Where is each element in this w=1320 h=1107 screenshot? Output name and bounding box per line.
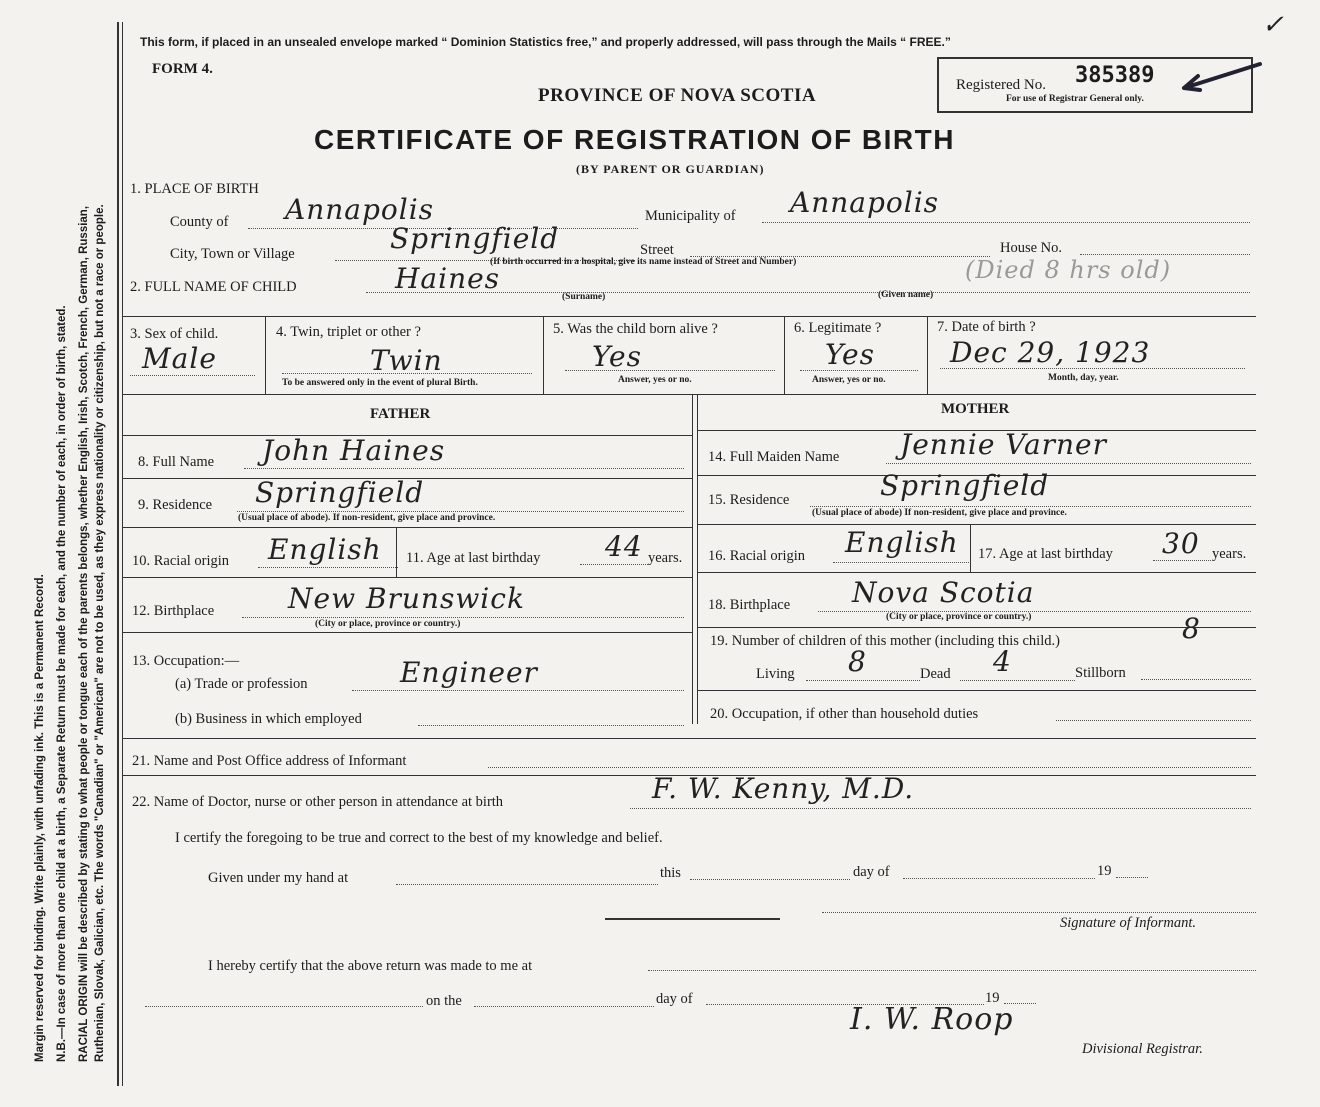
alive-value: Yes <box>592 340 642 373</box>
alive-label: 5. Was the child born alive ? <box>553 321 718 337</box>
surname-note: (Surname) <box>562 292 606 302</box>
side-note-racial-2: Ruthenian, Slovak, Galician, etc. The words "Canadian" or "American" are not to be used, as they express nationality or citizenship, but not a race or people. <box>94 204 106 1062</box>
mother-racial-value: English <box>845 526 959 559</box>
return-certify: I hereby certify that the above return was made to me at <box>208 958 533 974</box>
document-subtitle: (BY PARENT OR GUARDIAN) <box>576 162 765 176</box>
arrow-mark-icon <box>1180 58 1270 98</box>
municipality-label: Municipality of <box>645 208 736 224</box>
mother-residence-note: (Usual place of abode) If non-resident, give place and province. <box>812 508 1067 518</box>
sex-value: Male <box>142 342 217 375</box>
city-value: Springfield <box>390 222 560 255</box>
mother-birthplace-note: (City or place, province or country.) <box>886 612 1032 622</box>
father-birthplace-value: New Brunswick <box>288 582 525 615</box>
municipality-value: Annapolis <box>790 186 940 219</box>
given-name-note: (Given name) <box>878 290 934 300</box>
father-name-label: 8. Full Name <box>138 454 215 470</box>
mother-heading: MOTHER <box>941 401 1010 417</box>
father-residence-value: Springfield <box>255 476 425 509</box>
doctor-label: 22. Name of Doctor, nurse or other person in attendance at birth <box>132 794 504 810</box>
father-racial-value: English <box>268 533 382 566</box>
margin-rule <box>117 22 119 1086</box>
father-age-label: 11. Age at last birthday <box>406 550 541 566</box>
house-label: House No. <box>1000 240 1063 256</box>
day-of-label: day of <box>853 864 890 880</box>
twin-value: Twin <box>370 344 443 377</box>
surname-value: Haines <box>395 262 501 295</box>
informant-label: 21. Name and Post Office address of Informant <box>132 753 407 769</box>
county-label: County of <box>170 214 229 230</box>
father-years: years. <box>648 550 683 566</box>
check-mark: ✓ <box>1262 10 1285 40</box>
stillborn-label: Stillborn <box>1075 665 1126 681</box>
mother-children-value: 8 <box>1182 612 1201 645</box>
father-business-label: (b) Business in which employed <box>175 711 362 727</box>
margin-rule-inner <box>122 22 123 1086</box>
certify-statement: I certify the foregoing to be true and correct to the best of my knowledge and belief. <box>175 830 663 846</box>
mother-racial-label: 16. Racial origin <box>708 548 806 564</box>
dead-label: Dead <box>920 666 951 682</box>
county-value: Annapolis <box>285 193 435 226</box>
city-label: City, Town or Village <box>170 246 295 262</box>
registrar-signature: I. W. Roop <box>850 1002 1014 1037</box>
father-racial-label: 10. Racial origin <box>132 553 230 569</box>
father-occupation-label: 13. Occupation:— <box>132 653 240 669</box>
on-the-label: on the <box>426 993 462 1009</box>
document-title: CERTIFICATE OF REGISTRATION OF BIRTH <box>314 124 955 155</box>
registered-number: 385389 <box>1075 63 1155 88</box>
living-value: 8 <box>848 645 867 678</box>
doctor-value: F. W. Kenny, M.D. <box>652 772 915 805</box>
given-label: Given under my hand at <box>208 870 349 886</box>
mother-age-label: 17. Age at last birthday <box>978 546 1113 562</box>
living-label: Living <box>756 666 795 682</box>
day-of-label-2: day of <box>656 991 693 1007</box>
legit-label: 6. Legitimate ? <box>794 320 882 336</box>
province-heading: PROVINCE OF NOVA SCOTIA <box>538 85 817 106</box>
father-heading: FATHER <box>370 406 431 422</box>
mother-residence-label: 15. Residence <box>708 492 790 508</box>
mother-years: years. <box>1212 546 1247 562</box>
given-name-value: (Died 8 hrs old) <box>965 256 1172 284</box>
street-note: (If birth occurred in a hospital, give its name instead of Street and Number) <box>490 257 797 267</box>
postal-note: This form, if placed in an unsealed envelope marked “ Dominion Statistics free,” and properly addressed, will pass through the Mails “ FREE.” <box>140 35 951 49</box>
mother-children-label: 19. Number of children of this mother (including this child.) <box>710 633 1060 649</box>
place-of-birth-heading: 1. PLACE OF BIRTH <box>130 181 259 197</box>
side-note-racial-1: RACIAL ORIGIN will be described by stating to what people or tongue each of the parents belongs, whether English, Irish, Scotch, French, German, Russian, <box>78 205 90 1062</box>
dob-value: Dec 29, 1923 <box>950 336 1151 369</box>
form-number: FORM 4. <box>152 61 213 77</box>
dead-value: 4 <box>993 645 1012 678</box>
this-label: this <box>660 865 681 881</box>
father-trade-label: (a) Trade or profession <box>175 676 308 692</box>
father-birthplace-label: 12. Birthplace <box>132 603 215 619</box>
legit-note: Answer, yes or no. <box>812 375 886 385</box>
dob-note: Month, day, year. <box>1048 373 1119 383</box>
side-note-margin: Margin reserved for binding. Write plainly, with unfading ink. This is a Permanent Record. <box>34 574 46 1062</box>
mother-name-label: 14. Full Maiden Name <box>708 449 840 465</box>
mother-birthplace-value: Nova Scotia <box>852 576 1035 609</box>
mother-residence-value: Springfield <box>880 469 1050 502</box>
year-prefix: 19 <box>1097 863 1112 879</box>
legit-value: Yes <box>825 338 875 371</box>
mother-birthplace-label: 18. Birthplace <box>708 597 791 613</box>
father-trade-value: Engineer <box>400 656 538 689</box>
side-note-nb: N.B.—In case of more than one child at a birth, a Separate Return must be made for each, and the number of each, in order of birth, stated. <box>56 305 68 1062</box>
father-age-value: 44 <box>605 530 643 563</box>
year-prefix-2: 19 <box>985 990 1000 1006</box>
father-name-value: John Haines <box>262 434 446 467</box>
mother-occupation-label: 20. Occupation, if other than household duties <box>710 706 979 722</box>
sex-label: 3. Sex of child. <box>130 326 219 342</box>
registrar-note: For use of Registrar General only. <box>1006 94 1144 104</box>
twin-note: To be answered only in the event of plural Birth. <box>282 378 478 388</box>
signature-informant: Signature of Informant. <box>1060 915 1197 931</box>
alive-note: Answer, yes or no. <box>618 375 692 385</box>
twin-label: 4. Twin, triplet or other ? <box>276 324 421 340</box>
father-residence-label: 9. Residence <box>138 497 213 513</box>
father-residence-note: (Usual place of abode). If non-resident, give place and province. <box>238 513 496 523</box>
mother-name-value: Jennie Varner <box>900 428 1108 461</box>
mother-age-value: 30 <box>1162 527 1200 560</box>
registrar-label: Divisional Registrar. <box>1082 1041 1203 1057</box>
registered-label: Registered No. <box>956 77 1046 93</box>
child-name-label: 2. FULL NAME OF CHILD <box>130 279 297 295</box>
dob-label: 7. Date of birth ? <box>937 319 1036 335</box>
street-label: Street <box>640 242 674 258</box>
father-birthplace-note: (City or place, province or country.) <box>315 619 461 629</box>
